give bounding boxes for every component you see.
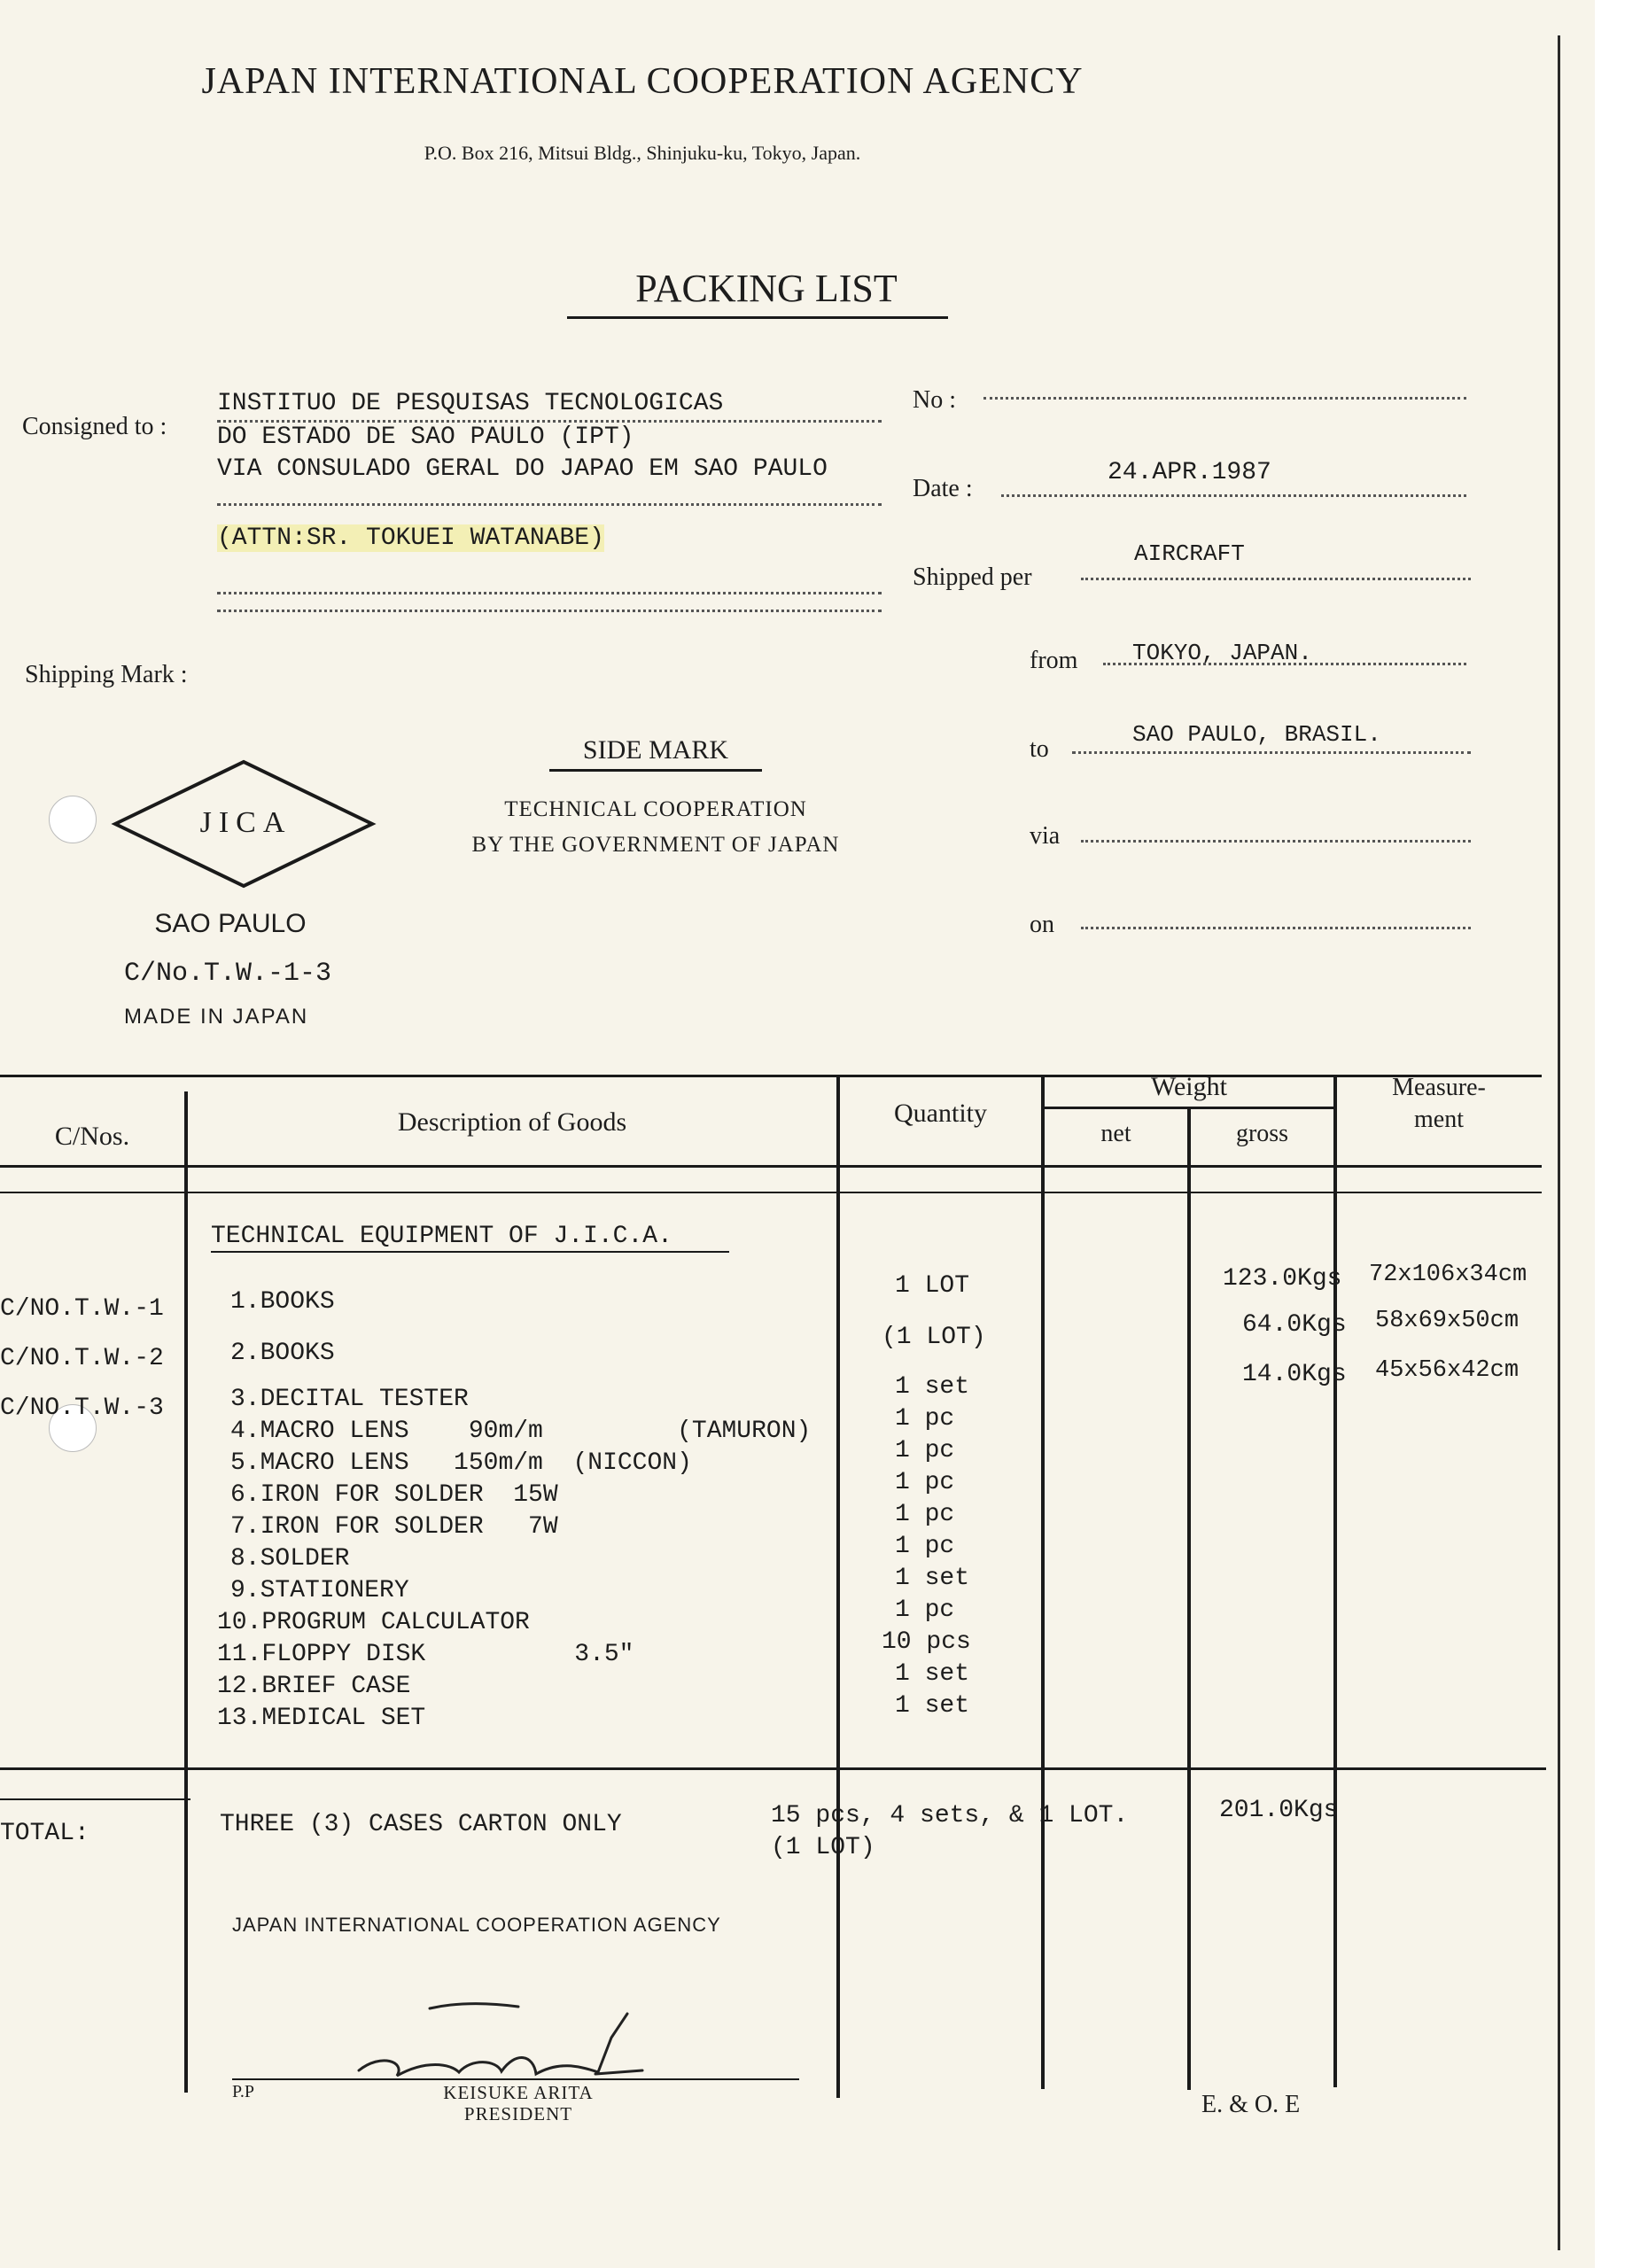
item-quantity: 1 pc [895, 1596, 955, 1624]
case-number: C/NO.T.W.-3 [0, 1394, 164, 1422]
shipped-per-dotline [1081, 578, 1471, 580]
col-divider-gross [1333, 1075, 1337, 2087]
header-measurement-line-1: Measure- [1392, 1074, 1486, 1101]
item-description: 4.MACRO LENS 90m/m (TAMURON) [230, 1418, 812, 1445]
item-description: 9.STATIONERY [230, 1577, 409, 1604]
errors-omissions-excepted: E. & O. E [1201, 2091, 1301, 2118]
org-name-header: JAPAN INTERNATIONAL COOPERATION AGENCY [201, 61, 1084, 102]
total-row-divider [0, 1798, 190, 1800]
item-description: 2.BOOKS [230, 1340, 335, 1367]
shipping-mark-label: Shipping Mark : [25, 661, 188, 688]
side-mark-title: SIDE MARK [582, 735, 729, 765]
from-dotline [1103, 663, 1466, 665]
item-description: 10.PROGRUM CALCULATOR [217, 1609, 530, 1636]
item-description: 7.IRON FOR SOLDER 7W [230, 1513, 558, 1541]
punch-hole-top [49, 796, 97, 843]
item-quantity: 1 LOT [895, 1272, 970, 1300]
item-quantity: 1 pc [895, 1469, 955, 1496]
col-divider-description [836, 1075, 840, 2098]
case-gross-weight: 64.0Kgs [1242, 1311, 1347, 1339]
date-label: Date : [913, 475, 973, 502]
shipped-per-value: AIRCRAFT [1134, 540, 1245, 567]
from-value: TOKYO, JAPAN. [1132, 640, 1312, 666]
section-title: TECHNICAL EQUIPMENT OF J.I.C.A. [211, 1223, 672, 1250]
to-label: to [1030, 735, 1049, 763]
col-divider-quantity [1041, 1075, 1045, 2089]
item-quantity: 1 pc [895, 1533, 955, 1560]
page-edge-line [1558, 35, 1560, 2250]
signer-name: KEISUKE ARITA [443, 2082, 594, 2103]
date-value: 24.APR.1987 [1108, 459, 1271, 486]
col-divider-cnos [184, 1091, 188, 2093]
item-quantity: 1 set [895, 1692, 970, 1720]
mark-destination: SAO PAULO [154, 909, 307, 938]
case-number: C/NO.T.W.-1 [0, 1295, 164, 1323]
item-description: 11.FLOPPY DISK 3.5" [217, 1641, 634, 1668]
no-dotline [983, 397, 1466, 400]
header-gross: gross [1235, 1120, 1289, 1147]
consignee-dotline-3 [217, 592, 882, 594]
case-measurement: 72x106x34cm [1369, 1262, 1528, 1288]
signature-stroke [359, 2004, 642, 2077]
item-quantity: (1 LOT) [882, 1324, 986, 1351]
item-quantity: 1 pc [895, 1501, 955, 1528]
consignee-dotline-1 [217, 420, 882, 423]
consignee-line-3: VIA CONSULADO GERAL DO JAPAO EM SAO PAULO [217, 455, 828, 483]
case-measurement: 45x56x42cm [1375, 1357, 1520, 1384]
shipped-per-label: Shipped per [913, 563, 1032, 591]
total-quantity: 15 pcs, 4 sets, & 1 LOT. [771, 1802, 1129, 1829]
item-description: 3.DECITAL TESTER [230, 1386, 469, 1413]
consignee-attn: (ATTN:SR. TOKUEI WATANABE) [217, 524, 604, 552]
item-description: 1.BOOKS [230, 1288, 335, 1316]
page-title: PACKING LIST [635, 267, 898, 310]
item-description: 8.SOLDER [230, 1545, 350, 1573]
consignee-line-2: DO ESTADO DE SAO PAULO (IPT) [217, 423, 634, 451]
mark-origin: MADE IN JAPAN [124, 1005, 309, 1029]
side-mark-line-1: TECHNICAL COOPERATION [504, 797, 807, 821]
total-label: TOTAL: [0, 1820, 89, 1847]
item-quantity: 1 set [895, 1660, 970, 1688]
item-description: 6.IRON FOR SOLDER 15W [230, 1481, 558, 1509]
col-divider-net [1187, 1107, 1191, 2090]
header-cnos: C/Nos. [54, 1122, 130, 1151]
section-title-underline [211, 1251, 729, 1253]
org-address: P.O. Box 216, Mitsui Bldg., Shinjuku-ku, Tokyo, Japan. [424, 142, 861, 164]
via-dotline [1081, 840, 1471, 843]
consignee-label: Consigned to : [22, 413, 167, 440]
total-quantity-lot: (1 LOT) [771, 1834, 875, 1861]
side-mark-underline [549, 769, 762, 772]
item-quantity: 1 set [895, 1565, 970, 1592]
case-gross-weight: 123.0Kgs [1223, 1265, 1342, 1293]
side-mark-line-2: BY THE GOVERNMENT OF JAPAN [471, 833, 840, 857]
item-quantity: 1 pc [895, 1405, 955, 1433]
consignee-dotline-2 [217, 503, 882, 506]
item-description: 12.BRIEF CASE [217, 1673, 411, 1700]
jica-logo-text: JICA [199, 806, 292, 839]
signature-line [232, 2078, 799, 2080]
consignee-dotline-4 [217, 610, 882, 612]
signature-org-name: JAPAN INTERNATIONAL COOPERATION AGENCY [232, 1914, 721, 1936]
item-quantity: 10 pcs [882, 1628, 971, 1656]
header-quantity: Quantity [894, 1099, 987, 1128]
case-measurement: 58x69x50cm [1375, 1308, 1520, 1334]
header-measurement-line-2: ment [1414, 1106, 1464, 1133]
date-dotline [1001, 494, 1466, 497]
on-dotline [1081, 927, 1471, 929]
item-description: 13.MEDICAL SET [217, 1705, 426, 1732]
item-quantity: 1 pc [895, 1437, 955, 1464]
on-label: on [1030, 911, 1054, 938]
header-net: net [1100, 1120, 1131, 1147]
consignee-line-1: INSTITUO DE PESQUISAS TECNOLOGICAS [217, 390, 724, 417]
signature-pp: P.P [232, 2082, 255, 2101]
item-description: 5.MACRO LENS 150m/m (NICCON) [230, 1449, 692, 1477]
header-description: Description of Goods [397, 1107, 627, 1137]
item-quantity: 1 set [895, 1373, 970, 1401]
title-underline [567, 316, 948, 319]
handwritten-signature [346, 1989, 682, 2086]
case-gross-weight: 14.0Kgs [1242, 1361, 1347, 1388]
case-number: C/NO.T.W.-2 [0, 1345, 164, 1372]
to-dotline [1072, 751, 1471, 754]
mark-case-numbers: C/No.T.W.-1-3 [124, 959, 332, 989]
from-label: from [1030, 647, 1078, 674]
table-total-top-border [0, 1767, 1546, 1770]
signer-title: PRESIDENT [463, 2103, 573, 2124]
table-header-bottom-border [0, 1165, 1542, 1168]
no-label: No : [913, 386, 956, 414]
to-value: SAO PAULO, BRASIL. [1132, 721, 1381, 748]
table-header-sub-border [0, 1192, 1542, 1193]
total-description: THREE (3) CASES CARTON ONLY [220, 1811, 622, 1838]
header-weight: Weight [1151, 1072, 1227, 1101]
total-gross-weight: 201.0Kgs [1219, 1797, 1339, 1824]
via-label: via [1030, 822, 1061, 850]
